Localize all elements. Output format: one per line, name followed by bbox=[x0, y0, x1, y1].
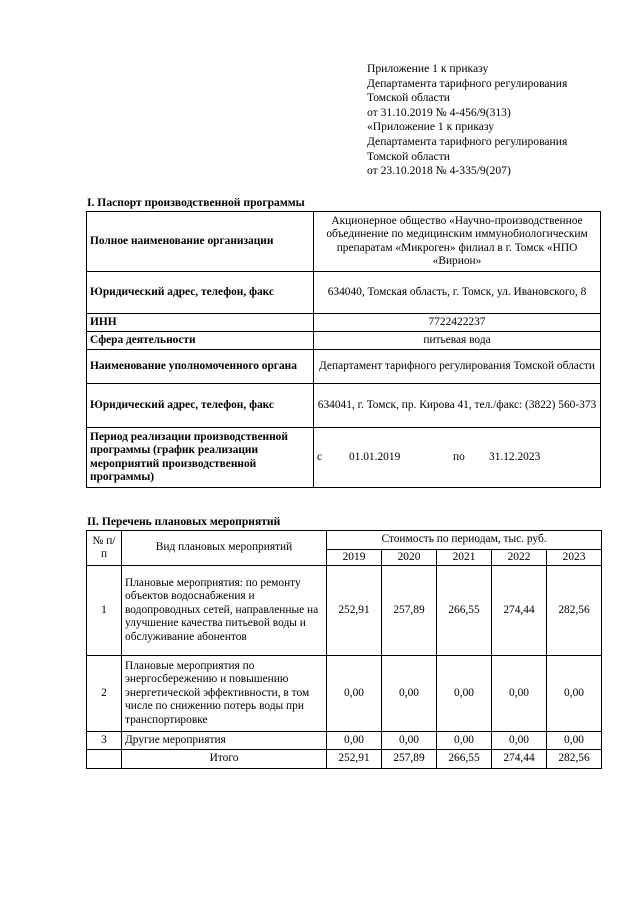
row-value: 0,00 bbox=[492, 656, 547, 732]
row-value: 0,00 bbox=[437, 656, 492, 732]
row-value: 257,89 bbox=[382, 566, 437, 656]
table-row bbox=[87, 384, 601, 428]
appendix-line: от 31.10.2019 № 4-456/9(313) bbox=[367, 105, 511, 119]
row-number: 2 bbox=[87, 656, 122, 732]
table-row bbox=[87, 732, 602, 750]
passport-label: ИНН bbox=[87, 314, 314, 332]
passport-label: Юридический адрес, телефон, факс bbox=[87, 272, 314, 314]
plan-table bbox=[86, 530, 602, 769]
passport-value: Акционерное общество «Научно-производственное объединение по медицинским иммунобиологическим препаратам «Микроген» филиал в г. Томск «НПО «Вирион» bbox=[314, 212, 601, 272]
row-description: Другие мероприятия bbox=[122, 732, 327, 750]
appendix-line: Томской области bbox=[367, 91, 450, 105]
row-value: 0,00 bbox=[327, 732, 382, 750]
period bbox=[317, 451, 597, 464]
col-num-header: № п/п bbox=[87, 531, 122, 566]
period-from-label: с bbox=[317, 450, 323, 463]
year-header: 2022 bbox=[492, 550, 547, 566]
row-value: 266,55 bbox=[437, 566, 492, 656]
row-number: 3 bbox=[87, 732, 122, 750]
row-value: 0,00 bbox=[492, 732, 547, 750]
total-value: 282,56 bbox=[547, 750, 602, 769]
appendix-line: Приложение 1 к приказу bbox=[367, 62, 489, 75]
row-value: 0,00 bbox=[437, 732, 492, 750]
table-row bbox=[87, 314, 601, 332]
year-header: 2019 bbox=[327, 550, 382, 566]
total-row bbox=[87, 750, 602, 769]
passport-value: 7722422237 bbox=[314, 314, 601, 332]
col-kind-header: Вид плановых мероприятий bbox=[122, 531, 327, 566]
year-header: 2021 bbox=[437, 550, 492, 566]
total-value: 266,55 bbox=[437, 750, 492, 769]
total-empty-cell bbox=[87, 750, 122, 769]
table-row bbox=[87, 272, 601, 314]
col-cost-header: Стоимость по периодам, тыс. руб. bbox=[327, 531, 602, 550]
row-value: 282,56 bbox=[547, 566, 602, 656]
table-row bbox=[87, 350, 601, 384]
passport-value: питьевая вода bbox=[314, 332, 601, 350]
row-value: 0,00 bbox=[327, 656, 382, 732]
period-to-label: по bbox=[453, 450, 465, 463]
total-value: 257,89 bbox=[382, 750, 437, 769]
section-1-title: I. Паспорт производственной программы bbox=[87, 196, 305, 209]
passport-value: 634040, Томская область, г. Томск, ул. Ивановского, 8 bbox=[314, 272, 601, 314]
passport-table bbox=[86, 211, 601, 488]
appendix-line: от 23.10.2018 № 4-335/9(207) bbox=[367, 164, 511, 178]
row-description: Плановые мероприятия по энергосбережению и повышению энергетической эффективности, в том числе по снижению потерь воды при транспортировке bbox=[122, 656, 327, 732]
year-header: 2020 bbox=[382, 550, 437, 566]
passport-value: Департамент тарифного регулирования Томской области bbox=[314, 350, 601, 384]
row-description: Плановые мероприятия: по ремонту объектов водоснабжения и водопроводных сетей, направленные на улучшение качества питьевой воды и обслуживание абонентов bbox=[122, 566, 327, 656]
appendix-line: Томской области bbox=[367, 149, 450, 163]
appendix-line: «Приложение 1 к приказу bbox=[367, 120, 495, 134]
row-value: 0,00 bbox=[382, 656, 437, 732]
table-header-row bbox=[87, 531, 602, 550]
appendix-line: Департамента тарифного регулирования bbox=[367, 76, 568, 90]
total-value: 274,44 bbox=[492, 750, 547, 769]
total-value: 252,91 bbox=[327, 750, 382, 769]
section-2-title: II. Перечень плановых мероприятий bbox=[87, 515, 281, 528]
table-row bbox=[87, 332, 601, 350]
row-value: 252,91 bbox=[327, 566, 382, 656]
total-label: Итого bbox=[122, 750, 327, 769]
row-value: 0,00 bbox=[382, 732, 437, 750]
passport-label: Юридический адрес, телефон, факс bbox=[87, 384, 314, 428]
passport-label: Сфера деятельности bbox=[87, 332, 314, 350]
period-to: 31.12.2023 bbox=[489, 450, 541, 463]
appendix-header bbox=[367, 62, 617, 179]
period-cell bbox=[314, 428, 601, 488]
period-from: 01.01.2019 bbox=[349, 450, 401, 463]
row-value: 0,00 bbox=[547, 656, 602, 732]
table-row bbox=[87, 566, 602, 656]
row-number: 1 bbox=[87, 566, 122, 656]
row-value: 0,00 bbox=[547, 732, 602, 750]
passport-value: 634041, г. Томск, пр. Кирова 41, тел./факс: (3822) 560-373 bbox=[314, 384, 601, 428]
row-value: 274,44 bbox=[492, 566, 547, 656]
table-row bbox=[87, 656, 602, 732]
passport-label: Наименование уполномоченного органа bbox=[87, 350, 314, 384]
table-row bbox=[87, 212, 601, 272]
year-header: 2023 bbox=[547, 550, 602, 566]
passport-label: Период реализации производственной программы (график реализации мероприятий производственной программы) bbox=[87, 428, 314, 488]
table-row bbox=[87, 428, 601, 488]
appendix-line: Департамента тарифного регулирования bbox=[367, 134, 568, 148]
passport-label: Полное наименование организации bbox=[87, 212, 314, 272]
